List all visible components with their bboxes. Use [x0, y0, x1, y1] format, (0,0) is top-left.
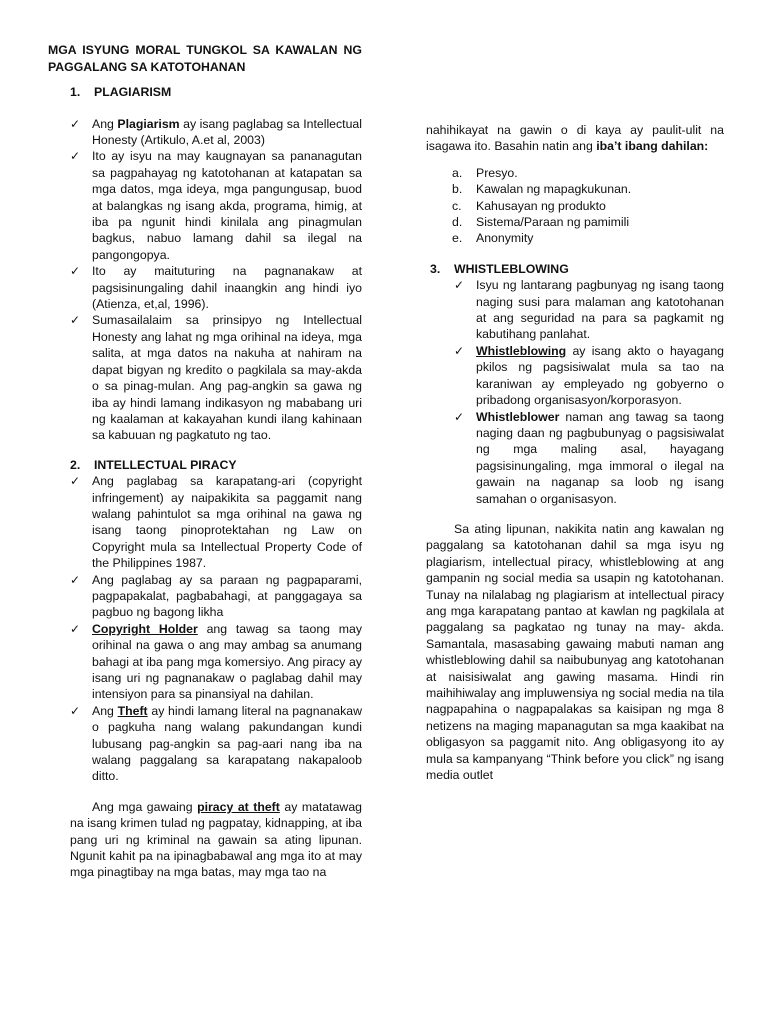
section-heading-whistleblowing — [430, 261, 728, 277]
list-item: ✓ Ito ay isyu na may kaugnayan sa pananagutan sa pagpahayag ng katotohanan at katapatan sa mga datos, mga ideya, mga pangungusap, buod at balangkas ng isang akda, programa, himig, at iba pa ngunit hindi kinilala ang pinagmulan bagkus, nabuo lamang dahil sa ilegal na pangongopya. — [70, 149, 362, 262]
plagiarism-list — [48, 116, 362, 444]
term-plagiarism: Plagiarism — [117, 116, 180, 131]
reasons-lead: iba’t ibang dahilan: — [596, 139, 709, 154]
section-heading-intellectual-piracy — [70, 457, 362, 473]
checkmark-icon: ✓ — [70, 149, 81, 164]
section-title: PLAGIARISM — [94, 85, 172, 100]
list-item: ✓ Copyright Holder ang tawag sa taong may orihinal na gawa o ang may ambag sa anumang bahagi at iba pang mga komersiyo. Ang piracy ay isang uri ng pagnanakaw o paglabag dahil may intensiyon para sa pinansiyal na dahilan. — [70, 621, 362, 702]
term-piracy-and-theft: piracy at theft — [197, 799, 280, 814]
checkmark-icon: ✓ — [454, 278, 465, 293]
section-number: 3. — [430, 261, 441, 276]
continuation-paragraph: nahihikayat na gawin o di kaya ay paulit-ulit na isagawa ito. Basahin natin ang iba’t ibang dahilan: — [426, 123, 724, 154]
piracy-paragraph: Ang mga gawaing piracy at theft ay matatawag na isang krimen tulad ng pagpatay, kidnapping, at iba pang uri ng kriminal na gawain sa ating lipunan. Ngunit kahit pa na ipinagbabawal ang mga ito at may mga pinagtibay na mga batas, may mga tao na — [70, 799, 362, 880]
conclusion-paragraph: Sa ating lipunan, nakikita natin ang kawalan ng paggalang sa katotohanan dahil sa mga isyu ng plagiarism, intellectual piracy, whistleblowing at ang gampanin ng social media sa usapin ng katotohanan. Tunay na nilalabag ng plagiarism at intellectual piracy ang mga karapatang pantao at kawlan ng pagkilala at paggalang sa pagkatao ng tunay na may- akda. Samantala, masasabing gawaing mabuti naman ang whistleblowing dahil sa naibubunyag ang katotohanan at naisisiwalat ang gawing masama. Hindi rin maihihiwalay ang impluwensiya ng social media na tila nagpapahina o nagpapalakas sa kaisipan ng mga 8 netizens na maging mapanagutan sa mga kaakibat na obligasyon sa paggamit nito. Ang obligasyong ito ay mula sa kampanyang “Think before you click” ng isang media outlet — [426, 521, 724, 783]
checkmark-icon: ✓ — [70, 474, 81, 489]
list-item: ✓ Whistleblower naman ang tawag sa taong naging daan ng pagbubunyag o pagsisiwalat ng mga maling asal, hayagang pagsisinungaling, mga immoral o ilegal na gawain na naganap sa loob ng isang samahan o organisasyon. — [454, 409, 724, 506]
list-item: e. Anonymity — [452, 231, 534, 246]
section-number: 2. — [70, 457, 81, 472]
checkmark-icon: ✓ — [70, 264, 81, 279]
list-item: d. Sistema/Paraan ng pamimili — [452, 215, 630, 230]
term-whistleblowing: Whistleblowing — [476, 343, 567, 358]
list-item: ✓ Whistleblowing ay isang akto o hayagang pkilos ng pagsisiwalat mula sa tao na karaniwan ay empleyado ng gobyerno o pribadong organisasyon/korporasyon. — [454, 343, 724, 408]
checkmark-icon: ✓ — [454, 343, 465, 358]
list-item: ✓ Ang paglabag sa karapatang-ari (copyright infringement) ay naipakikita sa paggamit nang walang pahintulot sa mga orihinal na gawa ng isang taong pinoprotektahan ng Law on Copyright mula sa Intellectual Property Code of the Philippines 1987. — [70, 474, 362, 571]
list-item: ✓ Ang Plagiarism ay isang paglabag sa Intellectual Honesty (Artikulo, A.et al, 2003) — [70, 116, 362, 147]
term-whistleblower: Whistleblower — [476, 409, 560, 424]
list-item: ✓ Ito ay maituturing na pagnanakaw at pagsisinungaling dahil inaangkin ang hindi iyo (Atienza, et,al, 1996). — [70, 264, 362, 312]
left-column — [48, 42, 362, 881]
list-item: c. Kahusayan ng produkto — [452, 198, 606, 213]
checkmark-icon: ✓ — [70, 116, 81, 131]
term-theft: Theft — [117, 703, 148, 718]
piracy-list — [48, 473, 362, 785]
checkmark-icon: ✓ — [454, 409, 465, 424]
document-title: MGA ISYUNG MORAL TUNGKOL SA KAWALAN NG PAGGALANG SA KATOTOHANAN — [48, 43, 362, 74]
checkmark-icon: ✓ — [70, 621, 81, 636]
reasons-list — [426, 165, 724, 247]
term-copyright-holder: Copyright Holder — [92, 621, 198, 636]
right-column — [426, 122, 724, 783]
section-title: WHISTLEBLOWING — [454, 261, 569, 276]
section-number: 1. — [70, 85, 81, 100]
list-item: ✓ Ang Theft ay hindi lamang literal na pagnanakaw o pagkuha nang walang pakundangan kundi lubusang pag-angkin sa pag-aari nang iba na walang paggalang sa karapatang nakapaloob ditto. — [70, 703, 362, 784]
checkmark-icon: ✓ — [70, 313, 81, 328]
checkmark-icon: ✓ — [70, 703, 81, 718]
list-item: ✓ Isyu ng lantarang pagbunyag ng isang taong naging susi para malaman ang katotohanan at ang seguridad na para sa pagkamit ng kabutihang panlahat. — [454, 278, 724, 342]
list-item: ✓ Ang paglabag ay sa paraan ng pagpaparami, pagpapakalat, pagbabahagi, at panggagaya sa pagbuo ng bagong likha — [70, 572, 362, 620]
whistleblowing-list — [426, 277, 724, 507]
section-heading-plagiarism — [70, 84, 362, 100]
section-title: INTELLECTUAL PIRACY — [94, 457, 237, 472]
list-item: a. Presyo. — [452, 165, 518, 180]
checkmark-icon: ✓ — [70, 572, 81, 587]
list-item: b. Kawalan ng mapagkukunan. — [452, 182, 632, 197]
list-item: ✓ Sumasailalaim sa prinsipyo ng Intellectual Honesty ang lahat ng mga orihinal na ideya, mga salita, at mga datos na nakuha at nahiram na dapat bigyan ng kredito o pagkilala sa may-akda o sa pinag-mulan. Ang pag-angkin sa gawa ng iba ay hindi lamang indikasyon ng mababang uri ng kaalaman at kakayahan kundi ilang kahinaan sa kabuuan ng pagkatuto ng tao. — [70, 313, 362, 443]
